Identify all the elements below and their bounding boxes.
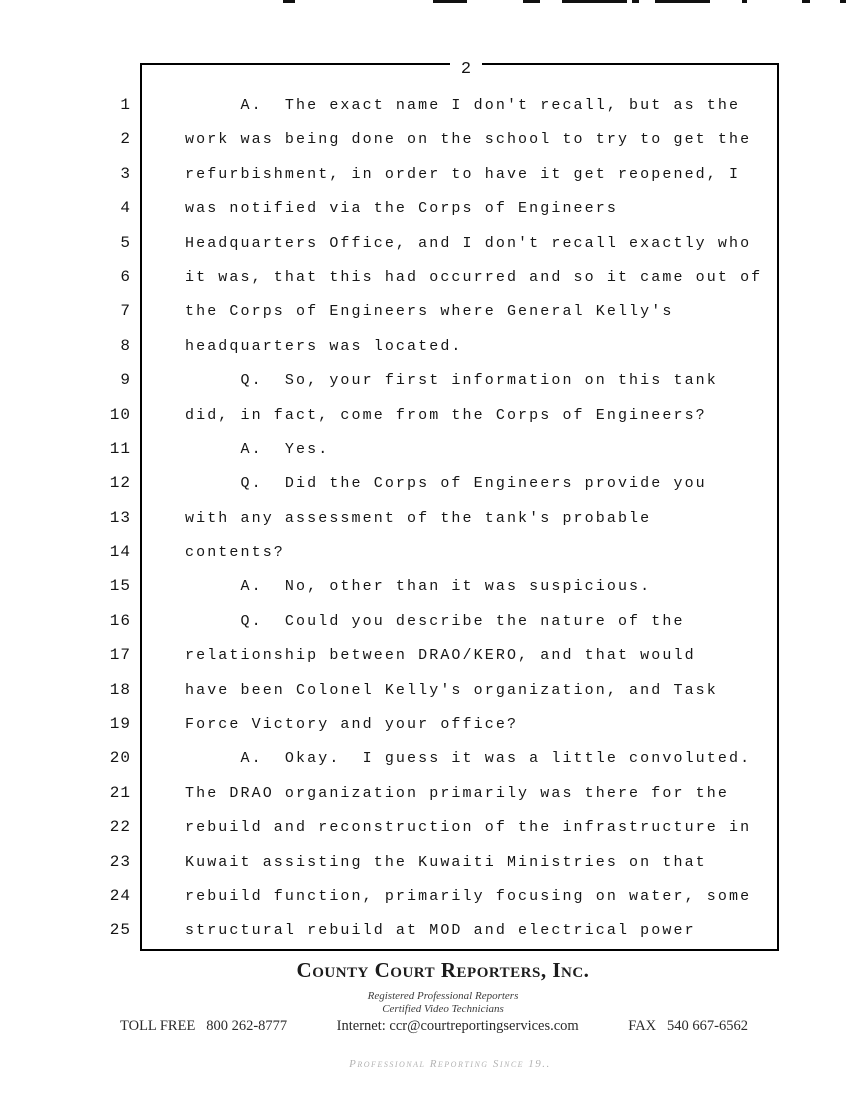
scan-artifact xyxy=(655,0,710,3)
footer-tagline-certified: Certified Video Technicians xyxy=(382,1003,504,1015)
fax-number: FAX 540 667-6562 xyxy=(628,1018,748,1034)
transcript-line: rebuild function, primarily focusing on water, some xyxy=(185,887,752,905)
scan-artifact xyxy=(523,0,540,3)
scan-artifact xyxy=(840,0,846,3)
line-number: 11 xyxy=(109,439,131,458)
transcript-line: Q. Could you describe the nature of the xyxy=(185,612,685,630)
internet-address: Internet: ccr@courtreportingservices.com xyxy=(336,1018,579,1034)
line-number: 22 xyxy=(109,818,131,837)
line-number: 18 xyxy=(109,680,131,699)
transcript-line: A. No, other than it was suspicious. xyxy=(185,578,652,596)
page-number: 2 xyxy=(450,59,482,81)
transcript-line: The DRAO organization primarily was there for the xyxy=(185,784,729,802)
line-number: 5 xyxy=(120,233,131,252)
scan-artifact xyxy=(562,0,627,3)
transcript-line: Headquarters Office, and I don't recall exactly who xyxy=(185,234,752,252)
transcript-line: work was being done on the school to try to get the xyxy=(185,131,752,149)
transcript-line: with any assessment of the tank's probable xyxy=(185,509,652,527)
transcript-line: did, in fact, come from the Corps of Engineers? xyxy=(185,406,707,424)
transcript-line: structural rebuild at MOD and electrical power xyxy=(185,922,696,940)
line-number: 21 xyxy=(109,783,131,802)
line-number: 4 xyxy=(120,199,131,218)
scan-artifact xyxy=(433,0,467,3)
transcript-line: was notified via the Corps of Engineers xyxy=(185,200,618,218)
transcript-line: Q. So, your first information on this tank xyxy=(185,372,718,390)
transcript-line: refurbishment, in order to have it get reopened, I xyxy=(185,165,741,183)
toll-free-number: TOLL FREE 800 262-8777 xyxy=(120,1018,288,1034)
transcript-line: relationship between DRAO/KERO, and that would xyxy=(185,647,696,665)
line-number: 3 xyxy=(120,164,131,183)
scan-artifact xyxy=(802,0,810,3)
scan-artifact xyxy=(283,0,295,3)
line-number: 19 xyxy=(109,715,131,734)
line-number: 20 xyxy=(109,749,131,768)
line-number: 25 xyxy=(109,921,131,940)
line-number: 8 xyxy=(120,336,131,355)
court-reporter-company-name: County Court Reporters, Inc. xyxy=(296,958,590,982)
transcript-line: A. Yes. xyxy=(185,440,330,458)
scan-artifact xyxy=(632,0,639,3)
transcript-lines xyxy=(185,89,785,949)
line-number: 12 xyxy=(109,474,131,493)
line-number: 13 xyxy=(109,508,131,527)
transcript-line: A. Okay. I guess it was a little convoluted. xyxy=(185,750,752,768)
line-number: 9 xyxy=(120,371,131,390)
transcript-line: contents? xyxy=(185,544,285,562)
line-number: 24 xyxy=(109,886,131,905)
transcript-line: Kuwait assisting the Kuwaiti Ministries on that xyxy=(185,853,707,871)
transcript-line: it was, that this had occurred and so it came out of xyxy=(185,268,763,286)
line-number: 6 xyxy=(120,267,131,286)
line-number: 7 xyxy=(120,302,131,321)
transcript-line: rebuild and reconstruction of the infrastructure in xyxy=(185,819,752,837)
scan-artifact xyxy=(742,0,747,3)
transcript-line: have been Colonel Kelly's organization, and Task xyxy=(185,681,718,699)
transcript-line: Q. Did the Corps of Engineers provide you xyxy=(185,475,707,493)
line-number: 23 xyxy=(109,852,131,871)
line-number: 1 xyxy=(120,96,131,114)
line-number: 2 xyxy=(120,130,131,149)
line-number-column xyxy=(92,88,134,948)
line-number: 17 xyxy=(109,646,131,665)
line-number: 10 xyxy=(109,405,131,424)
line-number: 15 xyxy=(109,577,131,596)
transcript-line: the Corps of Engineers where General Kelly's xyxy=(185,303,674,321)
transcript-line: Force Victory and your office? xyxy=(185,716,519,734)
transcript-line: headquarters was located. xyxy=(185,337,463,355)
footer-motto: Professional Reporting Since 19.. xyxy=(349,1058,551,1070)
line-number: 16 xyxy=(109,611,131,630)
footer-tagline-registered: Registered Professional Reporters xyxy=(367,990,519,1002)
line-number: 14 xyxy=(109,543,131,562)
transcript-line: A. The exact name I don't recall, but as the xyxy=(185,97,741,114)
footer-contact-line xyxy=(120,1018,748,1035)
